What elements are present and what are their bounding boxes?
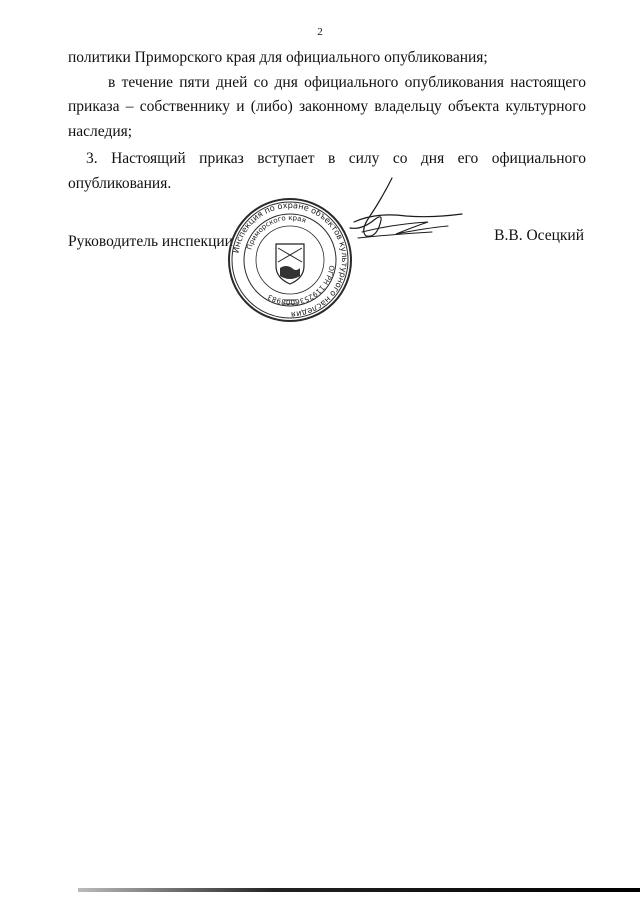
page-number: 2 [317, 26, 323, 38]
seal-inner-text: Приморского края [245, 213, 308, 251]
paragraph-line: в течение пяти дней со дня официального опубликования настоящего [108, 74, 586, 91]
coat-of-arms-icon [276, 244, 304, 284]
paragraph-line: опубликования. [68, 175, 172, 192]
official-seal [226, 196, 354, 324]
scan-edge-bar [78, 888, 640, 892]
handwritten-signature [336, 176, 468, 250]
seal-outer-text: Инспекция по охране объектов культурного наследия [230, 199, 351, 321]
signatory-role: Руководитель инспекции [68, 233, 233, 250]
paragraph-line: политики Приморского края для официального опубликования; [68, 49, 488, 66]
paragraph-line: приказа – собственнику и (либо) законному владельцу объекта культурного [68, 98, 586, 115]
signatory-name: В.В. Осецкий [494, 227, 584, 244]
seal-ogrn-text: ОГРН 1192536008983 [266, 264, 336, 307]
paragraph-line: 3. Настоящий приказ вступает в силу со дня его официального [86, 150, 586, 167]
paragraph-line: наследия; [68, 123, 133, 140]
